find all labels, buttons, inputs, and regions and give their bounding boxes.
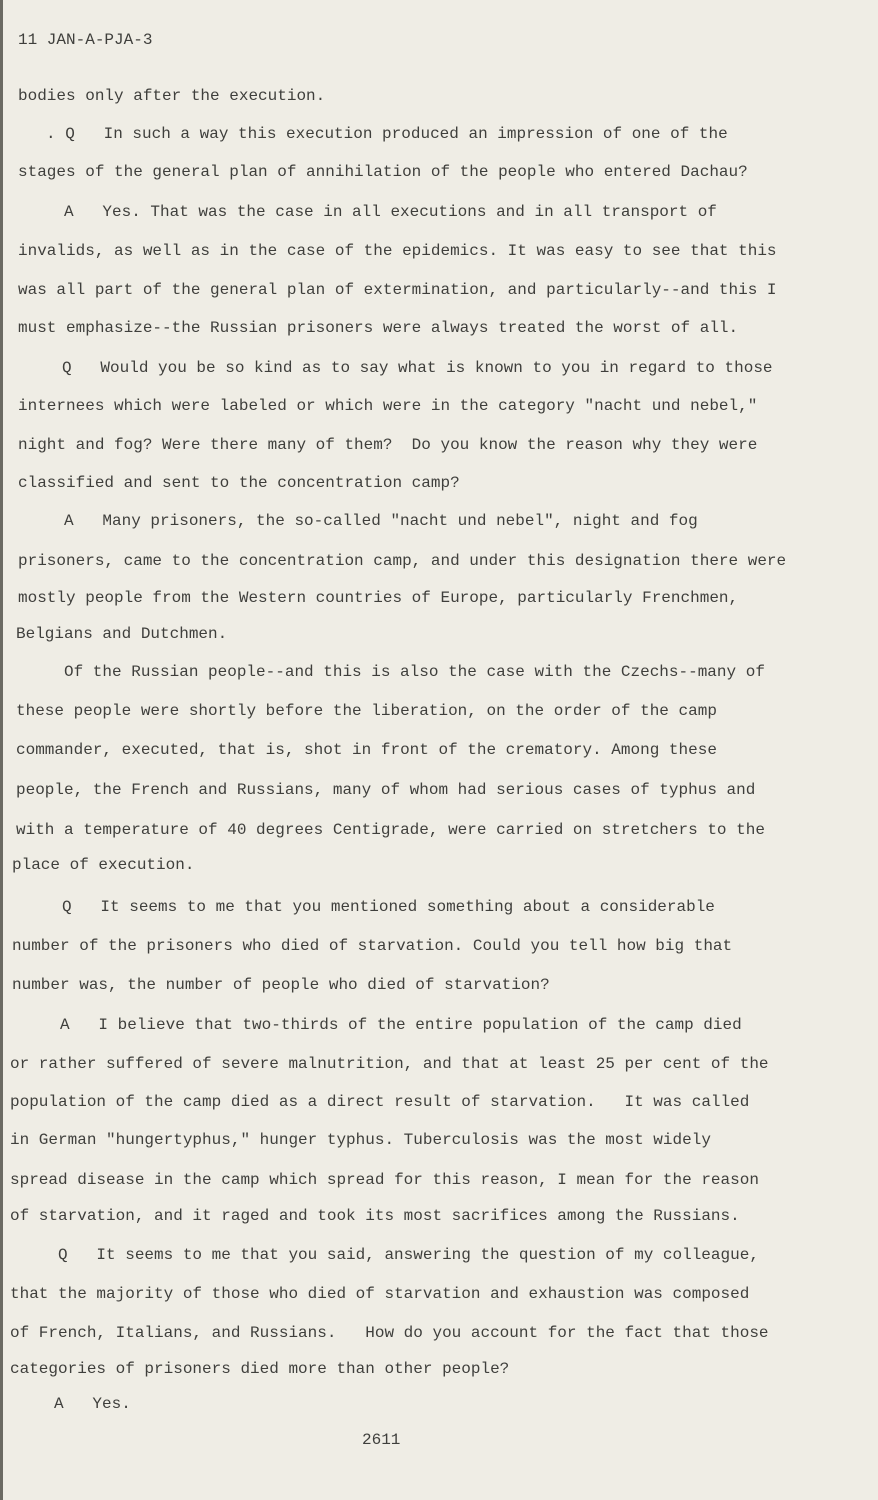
text-line: categories of prisoners died more than other people?	[10, 1360, 510, 1378]
text-line: . Q In such a way this execution produced an impression of one of the	[46, 125, 728, 143]
text-line: night and fog? Were there many of them? Do you know the reason why they were	[18, 436, 758, 454]
text-line: place of execution.	[12, 856, 195, 874]
text-line: Belgians and Dutchmen.	[16, 625, 228, 643]
text-line: Q It seems to me that you said, answering the question of my colleague,	[58, 1246, 759, 1264]
document-header: 11 JAN-A-PJA-3	[18, 31, 153, 49]
page-number: 2611	[362, 1431, 401, 1449]
text-line: in German "hungertyphus," hunger typhus. Tuberculosis was the most widely	[10, 1131, 711, 1149]
text-line: these people were shortly before the liberation, on the order of the camp	[16, 702, 717, 720]
text-line: population of the camp died as a direct result of starvation. It was called	[10, 1093, 750, 1111]
text-line: of starvation, and it raged and took its most sacrifices among the Russians.	[10, 1207, 740, 1225]
text-line: people, the French and Russians, many of whom had serious cases of typhus and	[16, 781, 756, 799]
text-line: A I believe that two-thirds of the entire population of the camp died	[60, 1016, 742, 1034]
text-line: bodies only after the execution.	[18, 87, 326, 105]
text-line: was all part of the general plan of extermination, and particularly--and this I	[18, 281, 777, 299]
text-line: commander, executed, that is, shot in front of the crematory. Among these	[16, 741, 717, 759]
text-line: Of the Russian people--and this is also the case with the Czechs--many of	[64, 663, 765, 681]
text-line: prisoners, came to the concentration camp, and under this designation there were	[18, 552, 787, 570]
text-line: must emphasize--the Russian prisoners were always treated the worst of all.	[18, 319, 739, 337]
text-line: A Yes.	[54, 1395, 131, 1413]
text-line: invalids, as well as in the case of the epidemics. It was easy to see that this	[18, 242, 777, 260]
text-line: Q It seems to me that you mentioned something about a considerable	[62, 898, 715, 916]
text-line: A Yes. That was the case in all executions and in all transport of	[64, 203, 717, 221]
text-line: classified and sent to the concentration camp?	[18, 474, 460, 492]
text-line: number of the prisoners who died of starvation. Could you tell how big that	[12, 937, 733, 955]
text-line: A Many prisoners, the so-called "nacht und nebel", night and fog	[64, 512, 698, 530]
text-line: number was, the number of people who died of starvation?	[12, 976, 550, 994]
text-line: mostly people from the Western countries of Europe, particularly Frenchmen,	[18, 589, 739, 607]
text-line: stages of the general plan of annihilation of the people who entered Dachau?	[18, 163, 748, 181]
scan-edge	[0, 0, 3, 1500]
text-line: of French, Italians, and Russians. How do you account for the fact that those	[10, 1324, 769, 1342]
text-line: spread disease in the camp which spread for this reason, I mean for the reason	[10, 1171, 759, 1189]
text-line: or rather suffered of severe malnutrition, and that at least 25 per cent of the	[10, 1055, 769, 1073]
text-line: internees which were labeled or which were in the category "nacht und nebel,"	[18, 397, 758, 415]
text-line: with a temperature of 40 degrees Centigrade, were carried on stretchers to the	[16, 821, 765, 839]
text-line: Q Would you be so kind as to say what is known to you in regard to those	[62, 359, 773, 377]
text-line: that the majority of those who died of starvation and exhaustion was composed	[10, 1285, 750, 1303]
